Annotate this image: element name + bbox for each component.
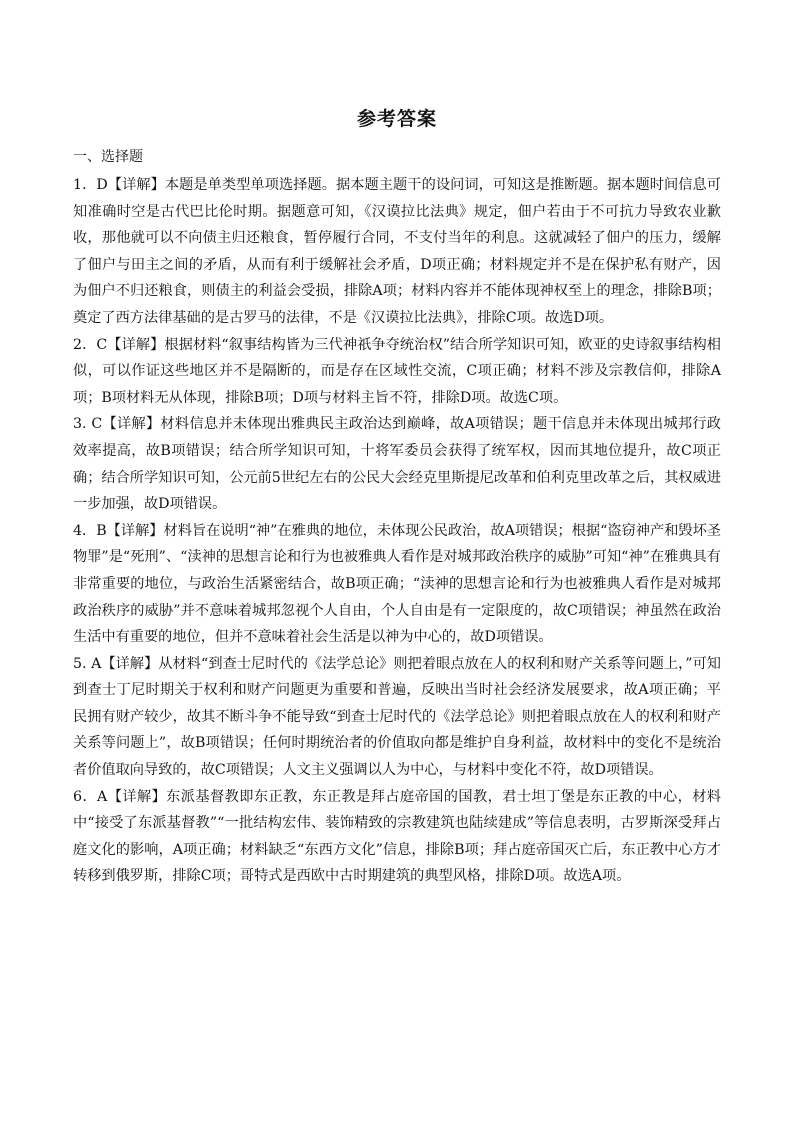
page-title: 参考答案 <box>356 108 437 130</box>
answer-item: 4．B【详解】材料旨在说明“神”在雅典的地位，未体现公民政治，故A项错误；根据“盗窃神产和毁坏圣物罪”是“死刑”、“渎神的思想言论和行为也被雅典人看作是对城邦政治秩序的威胁”可知“神”在雅典具有非常重要的地位，与政治生活紧密结合，故B项正确；“渎神的思想言论和行为也被雅典人看作是对城邦政治秩序的威胁”并不意味着城邦忽视个人自由，个人自由是有一定限度的，故C项错误；神虽然在政治生活中有重要的地位，但并不意味着社会生活是以神为中心的，故D项错误。 <box>73 522 721 646</box>
section-heading: 一、选择题 <box>73 149 143 165</box>
answer-list <box>73 172 721 890</box>
answer-item: 1．D【详解】本题是单类型单项选择题。据本题主题干的设问词，可知这是推断题。据本题时间信息可知准确时空是古代巴比伦时期。据题意可知，《汉谟拉比法典》规定，佃户若由于不可抗力导致农业歉收，那他就可以不向债主归还粮食，暂停履行合同，不支付当年的利息。这就减轻了佃户的压力，缓解了佃户与田主之间的矛盾，从而有利于缓解社会矛盾，D项正确；材料规定并不是在保护私有财产，因为佃户不归还粮食，则债主的利益会受损，排除A项；材料内容并不能体现神权至上的理念，排除B项；奠定了西方法律基础的是古罗马的法律，不是《汉谟拉比法典》，排除C项。故选D项。 <box>73 177 721 326</box>
answer-item: 6．A【详解】东派基督教即东正教，东正教是拜占庭帝国的国教，君士坦丁堡是东正教的中心，材料中“接受了东派基督教”“一批结构宏伟、装饰精致的宗教建筑也陆续建成”等信息表明，古罗斯深受拜占庭文化的影响，A项正确；材料缺乏“东西方文化”信息，排除B项；拜占庭帝国灭亡后，东正教中心方才转移到俄罗斯，排除C项；哥特式是西欧中古时期建筑的典型风格，排除D项。故选A项。 <box>73 788 721 885</box>
answer-item: 5. A【详解】从材料“到查士尼时代的《法学总论》则把着眼点放在人的权利和财产关系等问题上，”可知到查士丁尼时期关于权利和财产问题更为重要和普遍，反映出当时社会经济发展要求，故A项正确；平民拥有财产较少，故其不断斗争不能导致“到查士尼时代的《法学总论》则把着眼点放在人的权利和财产关系等问题上”，故B项错误；任何时期统治者的价值取向都是维护自身利益，故材料中的变化不是统治者价值取向导致的，故C项错误；人文主义强调以人为中心，与材料中变化不符，故D项错误。 <box>73 655 721 779</box>
answer-item: 2．C【详解】根据材料“叙事结构皆为三代神祇争夺统治权”结合所学知识可知，欧亚的史诗叙事结构相似，可以作证这些地区并不是隔断的，而是存在区域性交流，C项正确；材料不涉及宗教信仰，排除A项；B项材料无从体现，排除B项；D项与材料主旨不符，排除D项。故选C项。 <box>73 336 721 406</box>
answer-item: 3. C【详解】材料信息并未体现出雅典民主政治达到巅峰，故A项错误；题干信息并未体现出城邦行政效率提高，故B项错误；结合所学知识可知，十将军委员会获得了统军权，因而其地位提升，故C项正确；结合所学知识可知，公元前5世纪左右的公民大会经克里斯提尼改革和伯利克里改革之后，其权威进一步加强，故D项错误。 <box>73 416 721 513</box>
